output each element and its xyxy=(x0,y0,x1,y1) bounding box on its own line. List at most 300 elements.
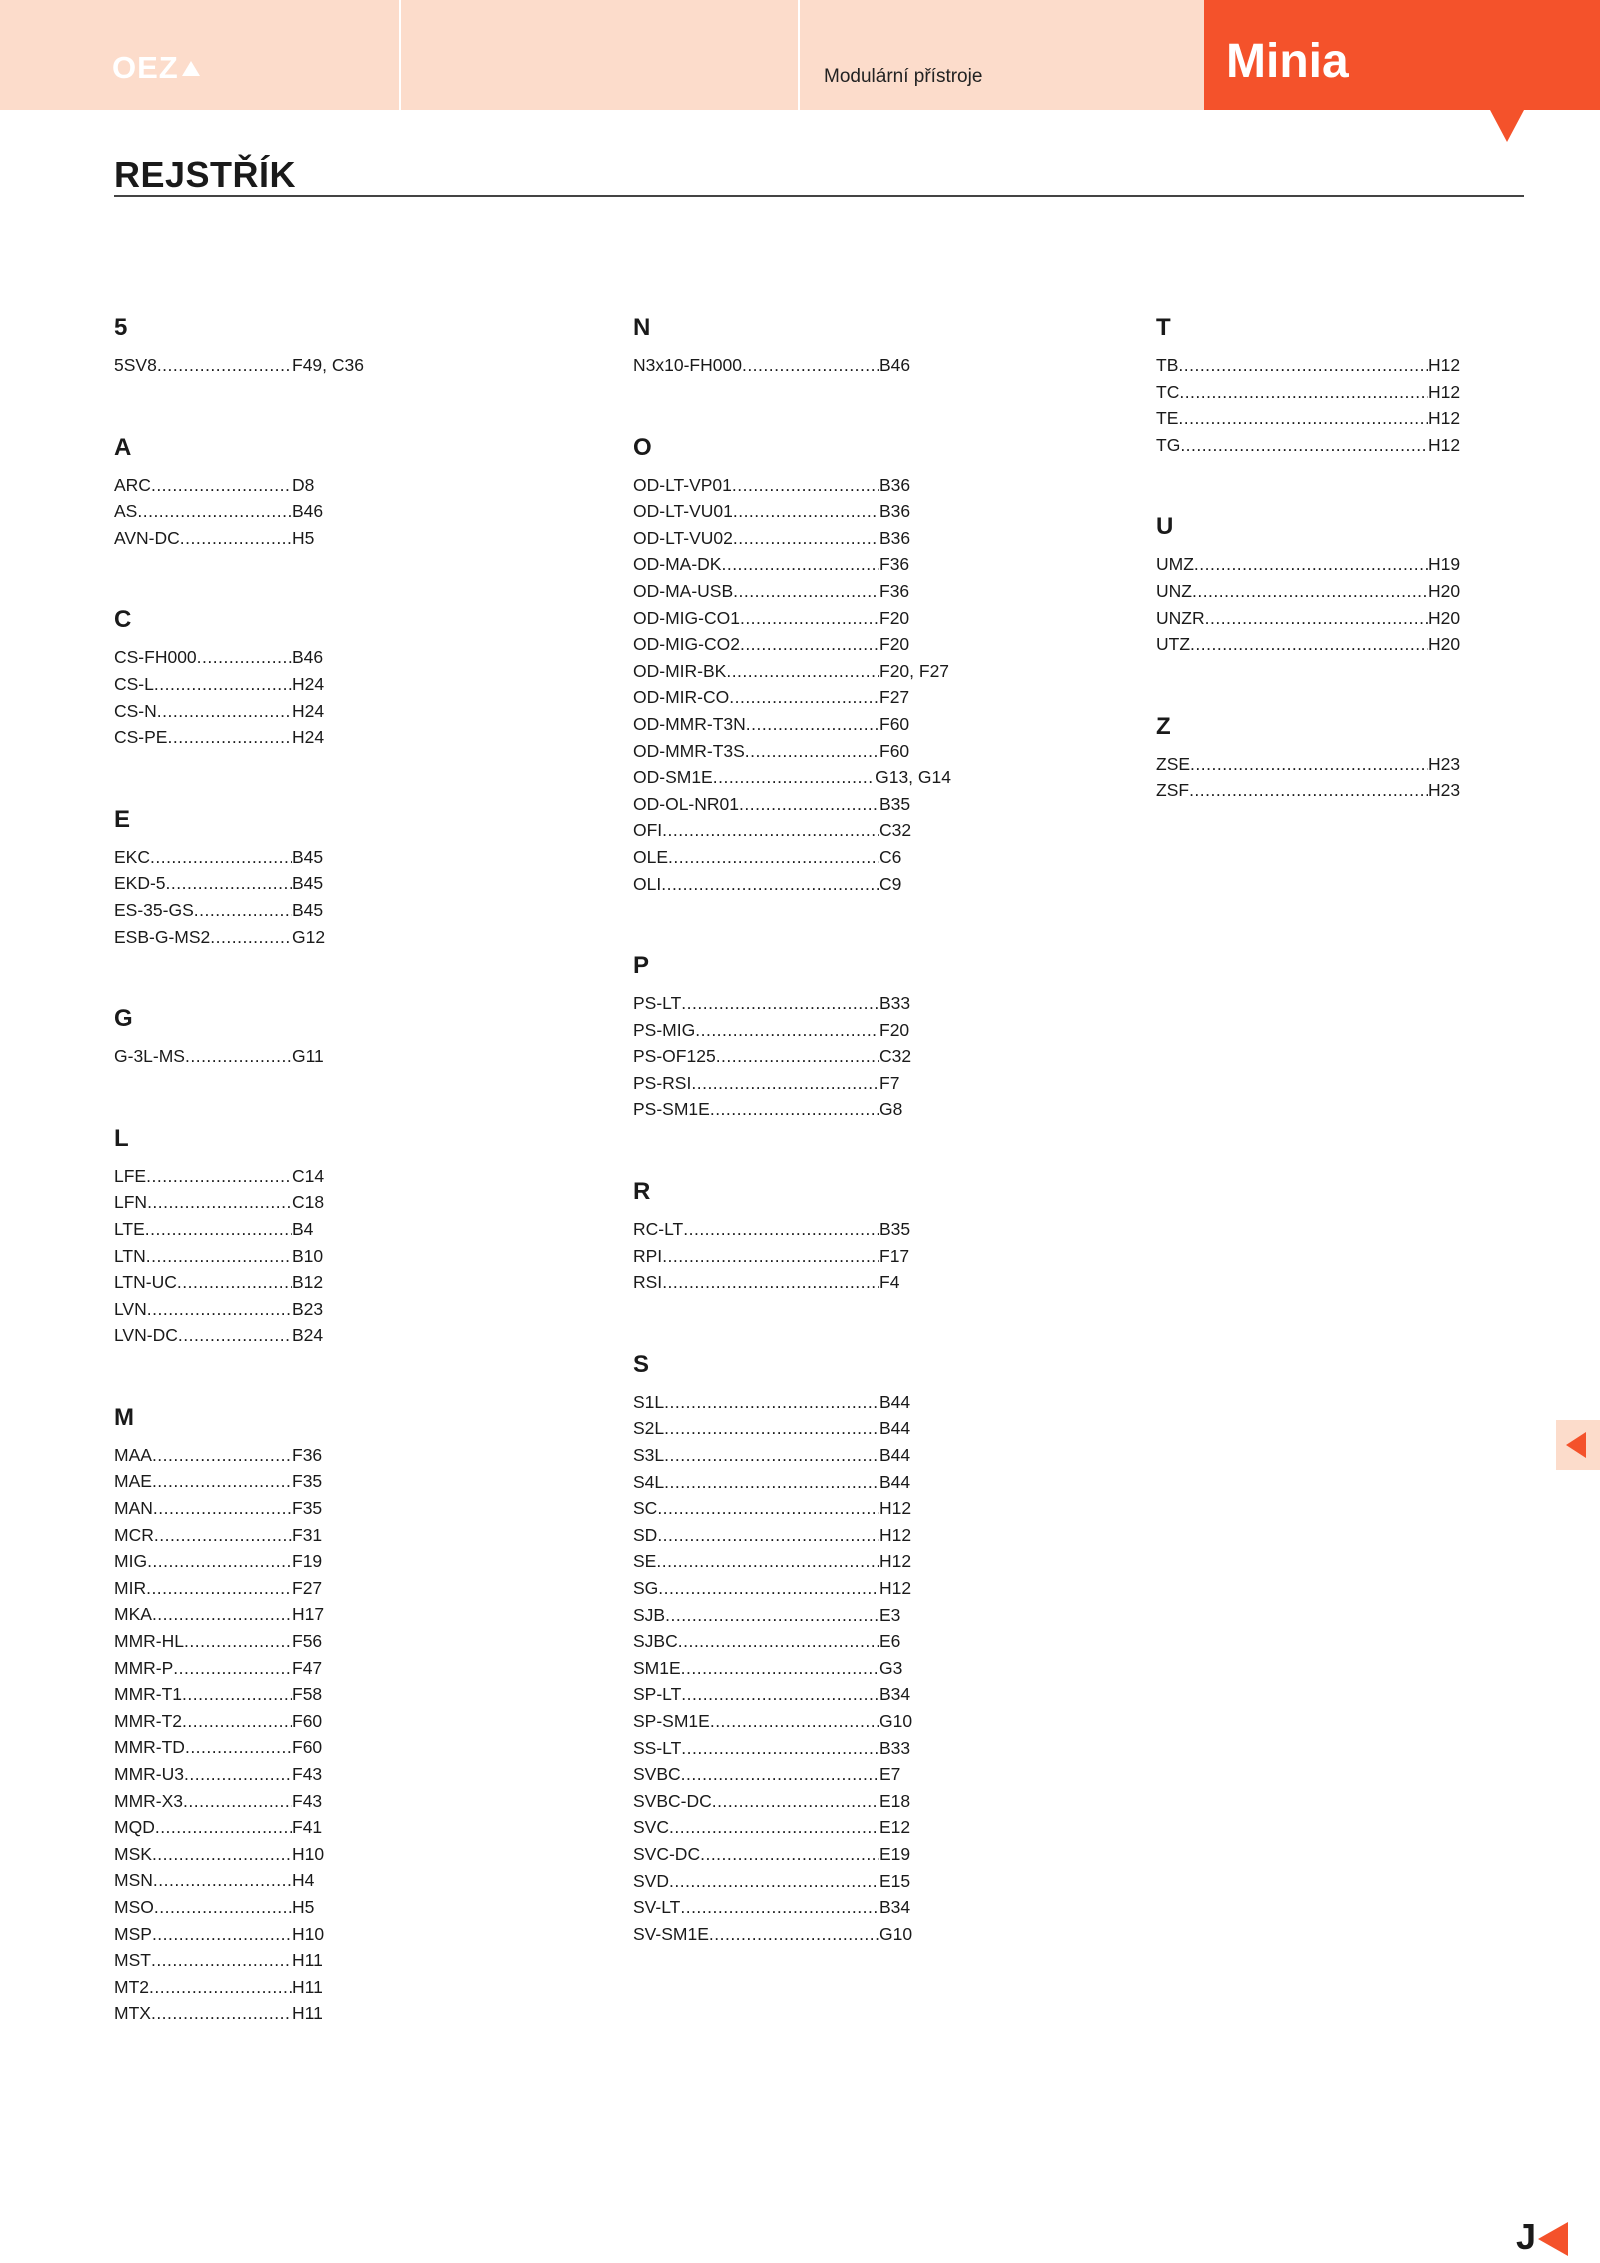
entry-page-ref: G8 xyxy=(879,1099,903,1120)
entry-page-ref: F20 xyxy=(879,1019,910,1040)
index-entry xyxy=(114,1708,364,1735)
index-entry xyxy=(114,1601,364,1628)
entry-page-ref: F27 xyxy=(292,1577,323,1598)
entry-page-ref: H12 xyxy=(1428,355,1461,375)
index-entry xyxy=(633,1548,951,1575)
index-column-3 xyxy=(1156,312,1476,857)
arrow-left-icon xyxy=(1566,1432,1586,1458)
entry-code: CS-PE xyxy=(114,727,168,748)
entry-list xyxy=(114,1043,374,1070)
dot-leader xyxy=(740,631,879,658)
index-entry xyxy=(1156,751,1474,778)
entry-code: EKD-5 xyxy=(114,873,166,894)
entry-page-ref: B46 xyxy=(879,355,911,375)
index-entry xyxy=(633,1017,951,1044)
index-entry xyxy=(633,1708,951,1735)
page-title: REJSTŘÍK xyxy=(114,154,297,195)
index-entry xyxy=(633,658,951,685)
section-heading: Z xyxy=(1156,712,1171,740)
entry-page-ref: E12 xyxy=(879,1817,911,1838)
index-section xyxy=(114,1003,374,1070)
entry-page-ref: E19 xyxy=(879,1843,911,1864)
dot-leader xyxy=(710,1096,879,1123)
dot-leader xyxy=(709,1921,879,1948)
index-entry xyxy=(114,1974,364,2001)
logo-triangle-icon xyxy=(182,61,200,76)
index-entry xyxy=(114,897,364,924)
dot-leader xyxy=(152,1841,292,1868)
index-entry xyxy=(1156,605,1474,632)
dot-leader xyxy=(185,1043,292,1070)
entry-page-ref: H12 xyxy=(879,1578,912,1598)
index-entry xyxy=(114,698,364,725)
entry-code: MCR xyxy=(114,1524,154,1545)
entry-code: 5SV8 xyxy=(114,355,157,375)
entry-code: RC-LT xyxy=(633,1219,684,1240)
entry-page-ref: H19 xyxy=(1428,554,1461,575)
entry-code: SVBC xyxy=(633,1764,681,1785)
entry-code: SVC xyxy=(633,1817,669,1838)
entry-list xyxy=(633,1389,953,1947)
entry-code: SVD xyxy=(633,1870,669,1891)
entry-code: SJB xyxy=(633,1604,666,1625)
entry-list xyxy=(1156,751,1476,804)
dot-leader xyxy=(173,1655,292,1682)
dot-leader xyxy=(746,711,879,738)
entry-page-ref: H12 xyxy=(1428,408,1461,429)
index-entry xyxy=(633,1681,951,1708)
entry-page-ref: F20 xyxy=(879,634,910,655)
entry-page-ref: C18 xyxy=(292,1192,325,1213)
index-entry xyxy=(114,525,364,552)
dot-leader xyxy=(721,551,879,578)
dot-leader xyxy=(185,1734,292,1761)
entry-code: LVN-DC xyxy=(114,1325,178,1346)
index-entry xyxy=(114,1243,364,1270)
index-entry xyxy=(114,671,364,698)
entry-page-ref: B34 xyxy=(879,1684,911,1705)
dot-leader xyxy=(154,1894,292,1921)
entry-page-ref: F31 xyxy=(292,1524,323,1545)
entry-page-ref: C32 xyxy=(879,1046,912,1067)
index-section xyxy=(114,312,374,379)
index-section xyxy=(1156,711,1476,804)
entry-page-ref: F17 xyxy=(879,1245,910,1266)
entry-page-ref: B35 xyxy=(879,1219,911,1240)
dot-leader xyxy=(184,1628,292,1655)
index-entry xyxy=(1156,405,1474,432)
dot-leader xyxy=(210,924,292,951)
dot-leader xyxy=(681,1655,879,1682)
dot-leader xyxy=(151,472,292,499)
entry-page-ref: B44 xyxy=(879,1445,911,1466)
oez-logo: OEZ xyxy=(112,50,200,86)
dot-leader xyxy=(662,817,879,844)
entry-code: AS xyxy=(114,501,138,522)
index-entry xyxy=(114,1216,364,1243)
entry-page-ref: F43 xyxy=(292,1790,323,1811)
entry-page-ref: G3 xyxy=(879,1657,903,1678)
entry-list xyxy=(114,352,374,379)
entry-page-ref: F35 xyxy=(292,1498,323,1519)
entry-page-ref: G10 xyxy=(879,1923,913,1944)
section-heading: T xyxy=(1156,314,1171,341)
index-column-2 xyxy=(633,312,953,2000)
dot-leader xyxy=(147,1189,292,1216)
entry-code: OD-LT-VU02 xyxy=(633,527,733,548)
dot-leader xyxy=(669,1868,879,1895)
index-section xyxy=(114,1402,374,2027)
index-entry xyxy=(114,1655,364,1682)
index-entry xyxy=(633,1788,951,1815)
index-entry xyxy=(633,711,951,738)
section-heading: O xyxy=(633,433,652,461)
dot-leader xyxy=(157,698,292,725)
entry-page-ref: C14 xyxy=(292,1165,325,1186)
entry-code: CS-L xyxy=(114,673,154,694)
entry-code: ES-35-GS xyxy=(114,899,194,920)
index-entry xyxy=(633,1735,951,1762)
index-entry xyxy=(633,525,951,552)
entry-code: LVN xyxy=(114,1298,147,1319)
dot-leader xyxy=(184,1761,292,1788)
index-section xyxy=(114,432,374,552)
index-section xyxy=(633,1349,953,1947)
dot-leader xyxy=(695,1017,879,1044)
dot-leader xyxy=(154,1522,292,1549)
index-entry xyxy=(1156,551,1474,578)
index-entry xyxy=(633,684,951,711)
entry-page-ref: B44 xyxy=(879,1418,911,1439)
entry-list xyxy=(633,1216,953,1296)
index-entry xyxy=(633,1522,951,1549)
entry-code: MSN xyxy=(114,1870,153,1891)
entry-code: ARC xyxy=(114,474,151,495)
entry-code: OD-MIG-CO2 xyxy=(633,634,740,655)
index-section xyxy=(633,312,953,379)
entry-page-ref: F60 xyxy=(292,1737,323,1758)
index-section xyxy=(114,1123,374,1349)
entry-code: OD-SM1E xyxy=(633,767,713,788)
entry-page-ref: E18 xyxy=(879,1790,911,1811)
entry-code: MMR-P xyxy=(114,1657,174,1678)
brand-name: Minia xyxy=(1226,35,1349,88)
entry-page-ref: G10 xyxy=(879,1710,913,1731)
entry-page-ref: B46 xyxy=(292,501,324,522)
entry-page-ref: H23 xyxy=(1428,753,1461,774)
dot-leader xyxy=(146,1575,292,1602)
section-tab[interactable] xyxy=(1556,1420,1600,1470)
entry-code: OD-MMR-T3N xyxy=(633,713,746,734)
entry-page-ref: B45 xyxy=(292,873,324,894)
index-entry xyxy=(1156,777,1474,804)
index-column-1 xyxy=(114,312,374,2080)
section-heading: G xyxy=(114,1005,133,1033)
entry-page-ref: H11 xyxy=(292,2003,323,2024)
dot-leader xyxy=(182,1681,292,1708)
dot-leader xyxy=(662,1243,879,1270)
index-entry xyxy=(114,1947,364,1974)
section-heading: S xyxy=(633,1350,650,1378)
index-entry xyxy=(633,1814,951,1841)
dot-leader xyxy=(178,1322,292,1349)
entry-page-ref: F41 xyxy=(292,1817,323,1838)
index-entry xyxy=(114,644,364,671)
entry-code: ESB-G-MS2 xyxy=(114,926,211,947)
index-entry xyxy=(114,2000,364,2027)
dot-leader xyxy=(194,897,292,924)
dot-leader xyxy=(664,1415,879,1442)
entry-code: UNZR xyxy=(1156,607,1205,628)
entry-page-ref: E6 xyxy=(879,1631,901,1652)
entry-page-ref: B33 xyxy=(879,1737,911,1758)
index-section xyxy=(114,604,374,750)
dot-leader xyxy=(146,1163,292,1190)
entry-page-ref: B36 xyxy=(879,474,911,495)
dot-leader xyxy=(147,1296,292,1323)
index-entry xyxy=(633,738,951,765)
dot-leader xyxy=(1178,352,1428,379)
index-entry xyxy=(114,1681,364,1708)
dot-leader xyxy=(710,1708,879,1735)
entry-code: TE xyxy=(1156,408,1179,429)
entry-code: OD-LT-VU01 xyxy=(633,501,733,522)
entry-code: OD-MIG-CO1 xyxy=(633,607,740,628)
entry-code: OD-MIR-CO xyxy=(633,687,730,708)
dot-leader xyxy=(656,1548,879,1575)
entry-code: S3L xyxy=(633,1445,665,1466)
dot-leader xyxy=(665,1602,879,1629)
entry-code: S1L xyxy=(633,1391,665,1412)
index-entry xyxy=(114,1522,364,1549)
index-entry xyxy=(633,791,951,818)
index-entry xyxy=(633,1469,951,1496)
entry-code: PS-MIG xyxy=(633,1019,696,1040)
entry-code: SE xyxy=(633,1551,657,1572)
brand-banner xyxy=(1204,0,1600,110)
dot-leader xyxy=(1179,379,1428,406)
section-heading: A xyxy=(114,433,132,461)
index-entry xyxy=(114,1468,364,1495)
dot-leader xyxy=(657,1522,879,1549)
entry-list xyxy=(114,1442,374,2027)
entry-code: EKC xyxy=(114,846,150,867)
entry-code: MTX xyxy=(114,2003,151,2024)
entry-code: MT2 xyxy=(114,1976,149,1997)
dot-leader xyxy=(151,2000,292,2027)
entry-page-ref: H10 xyxy=(292,1843,325,1864)
dot-leader xyxy=(733,498,879,525)
dot-leader xyxy=(1192,578,1428,605)
entry-code: SVBC-DC xyxy=(633,1790,712,1811)
entry-code: PS-RSI xyxy=(633,1072,692,1093)
dot-leader xyxy=(729,684,879,711)
index-entry xyxy=(114,1628,364,1655)
entry-code: OLE xyxy=(633,846,669,867)
index-entry xyxy=(633,1761,951,1788)
entry-page-ref: B34 xyxy=(879,1897,911,1918)
entry-code: MSP xyxy=(114,1923,152,1944)
entry-code: TB xyxy=(1156,355,1179,375)
entry-code: SS-LT xyxy=(633,1737,682,1758)
dot-leader xyxy=(658,1575,879,1602)
dot-leader xyxy=(152,1921,292,1948)
entry-code: SC xyxy=(633,1498,658,1519)
entry-list xyxy=(1156,352,1476,458)
entry-page-ref: F60 xyxy=(879,713,910,734)
entry-code: RPI xyxy=(633,1245,663,1266)
entry-code: SJBC xyxy=(633,1631,678,1652)
entry-code: N3x10-FH000 xyxy=(633,355,742,375)
entry-page-ref: H12 xyxy=(1428,434,1461,455)
entry-code: MST xyxy=(114,1950,151,1971)
dot-leader xyxy=(145,1216,292,1243)
dot-leader xyxy=(669,1814,879,1841)
entry-page-ref: H23 xyxy=(1428,780,1461,801)
dot-leader xyxy=(681,1681,879,1708)
index-entry xyxy=(114,1921,364,1948)
index-section xyxy=(633,950,953,1123)
index-entry xyxy=(633,844,951,871)
index-entry xyxy=(633,1442,951,1469)
index-entry xyxy=(114,924,364,951)
index-entry xyxy=(633,1602,951,1629)
entry-list xyxy=(1156,551,1476,657)
index-entry xyxy=(114,1442,364,1469)
entry-code: OD-MIR-BK xyxy=(633,660,727,681)
entry-code: SV-SM1E xyxy=(633,1923,709,1944)
entry-code: LFN xyxy=(114,1192,148,1213)
entry-code: LTN-UC xyxy=(114,1272,177,1293)
entry-list xyxy=(633,472,953,898)
dot-leader xyxy=(153,1495,292,1522)
entry-code: MMR-TD xyxy=(114,1737,185,1758)
entry-page-ref: H24 xyxy=(292,673,325,694)
entry-page-ref: H11 xyxy=(292,1976,323,1997)
entry-page-ref: F36 xyxy=(879,554,910,575)
entry-list xyxy=(114,472,374,552)
entry-list xyxy=(114,844,374,950)
entry-code: CS-N xyxy=(114,700,157,721)
entry-page-ref: F56 xyxy=(292,1631,323,1652)
dot-leader xyxy=(157,352,292,379)
index-entry xyxy=(633,605,951,632)
entry-page-ref: B4 xyxy=(292,1218,314,1239)
entry-code: MQD xyxy=(114,1817,155,1838)
entry-page-ref: F20 xyxy=(879,607,910,628)
index-entry xyxy=(633,1070,951,1097)
entry-page-ref: G12 xyxy=(292,926,326,947)
entry-code: SG xyxy=(633,1578,659,1598)
entry-code: UNZ xyxy=(1156,580,1192,601)
index-entry xyxy=(114,1189,364,1216)
entry-code: UTZ xyxy=(1156,634,1191,655)
entry-page-ref: C6 xyxy=(879,846,902,867)
index-entry xyxy=(633,990,951,1017)
entry-code: CS-FH000 xyxy=(114,647,197,668)
dot-leader xyxy=(745,738,879,765)
dot-leader xyxy=(1189,777,1428,804)
dot-leader xyxy=(740,605,879,632)
dot-leader xyxy=(726,658,879,685)
dot-leader xyxy=(732,472,879,499)
dot-leader xyxy=(668,844,879,871)
section-heading: L xyxy=(114,1124,129,1152)
section-heading: C xyxy=(114,606,132,634)
index-section xyxy=(633,432,953,898)
dot-leader xyxy=(681,1735,879,1762)
entry-page-ref: B24 xyxy=(292,1325,324,1346)
index-entry xyxy=(1156,432,1474,459)
index-entry xyxy=(633,1894,951,1921)
entry-code: MMR-U3 xyxy=(114,1764,184,1784)
arrow-left-icon xyxy=(1538,2222,1568,2256)
entry-page-ref: H4 xyxy=(292,1870,315,1891)
entry-page-ref: B36 xyxy=(879,501,911,522)
index-entry xyxy=(633,871,951,898)
entry-code: OFI xyxy=(633,820,663,841)
dot-leader xyxy=(152,1601,292,1628)
entry-code: PS-OF125 xyxy=(633,1046,716,1067)
entry-page-ref: F19 xyxy=(292,1551,323,1572)
dot-leader xyxy=(733,578,879,605)
entry-page-ref: B23 xyxy=(292,1298,324,1319)
dot-leader xyxy=(681,990,879,1017)
entry-code: S2L xyxy=(633,1418,665,1439)
index-entry xyxy=(1156,379,1474,406)
entry-page-ref: H17 xyxy=(292,1604,325,1625)
entry-code: LFE xyxy=(114,1165,147,1186)
entry-code: UMZ xyxy=(1156,554,1194,575)
dot-leader xyxy=(678,1628,879,1655)
index-entry xyxy=(114,472,364,499)
index-entry xyxy=(633,1043,951,1070)
entry-code: TG xyxy=(1156,434,1181,455)
dot-leader xyxy=(713,764,875,791)
dot-leader xyxy=(150,844,292,871)
index-entry xyxy=(633,1655,951,1682)
dot-leader xyxy=(664,1389,879,1416)
entry-code: MKA xyxy=(114,1604,152,1625)
dot-leader xyxy=(197,644,292,671)
entry-code: MSO xyxy=(114,1896,154,1917)
entry-page-ref: F27 xyxy=(879,687,910,708)
entry-page-ref: F58 xyxy=(292,1684,323,1705)
entry-code: MIR xyxy=(114,1577,147,1598)
index-entry xyxy=(114,1548,364,1575)
entry-list xyxy=(114,644,374,750)
entry-code: MAA xyxy=(114,1444,152,1465)
dot-leader xyxy=(151,1947,292,1974)
entry-page-ref: B44 xyxy=(879,1391,911,1412)
dot-leader xyxy=(153,1867,292,1894)
header-divider xyxy=(798,0,800,110)
entry-code: PS-LT xyxy=(633,993,682,1014)
index-entry xyxy=(633,631,951,658)
index-entry xyxy=(633,1415,951,1442)
dot-leader xyxy=(137,498,292,525)
entry-page-ref: F60 xyxy=(879,740,910,761)
entry-code: PS-SM1E xyxy=(633,1099,710,1120)
index-entry xyxy=(633,578,951,605)
entry-page-ref: B46 xyxy=(292,647,324,668)
index-entry xyxy=(114,1296,364,1323)
entry-list xyxy=(633,990,953,1123)
entry-code: MSK xyxy=(114,1843,152,1864)
index-entry xyxy=(114,1575,364,1602)
dot-leader xyxy=(657,1495,879,1522)
index-entry xyxy=(633,1495,951,1522)
